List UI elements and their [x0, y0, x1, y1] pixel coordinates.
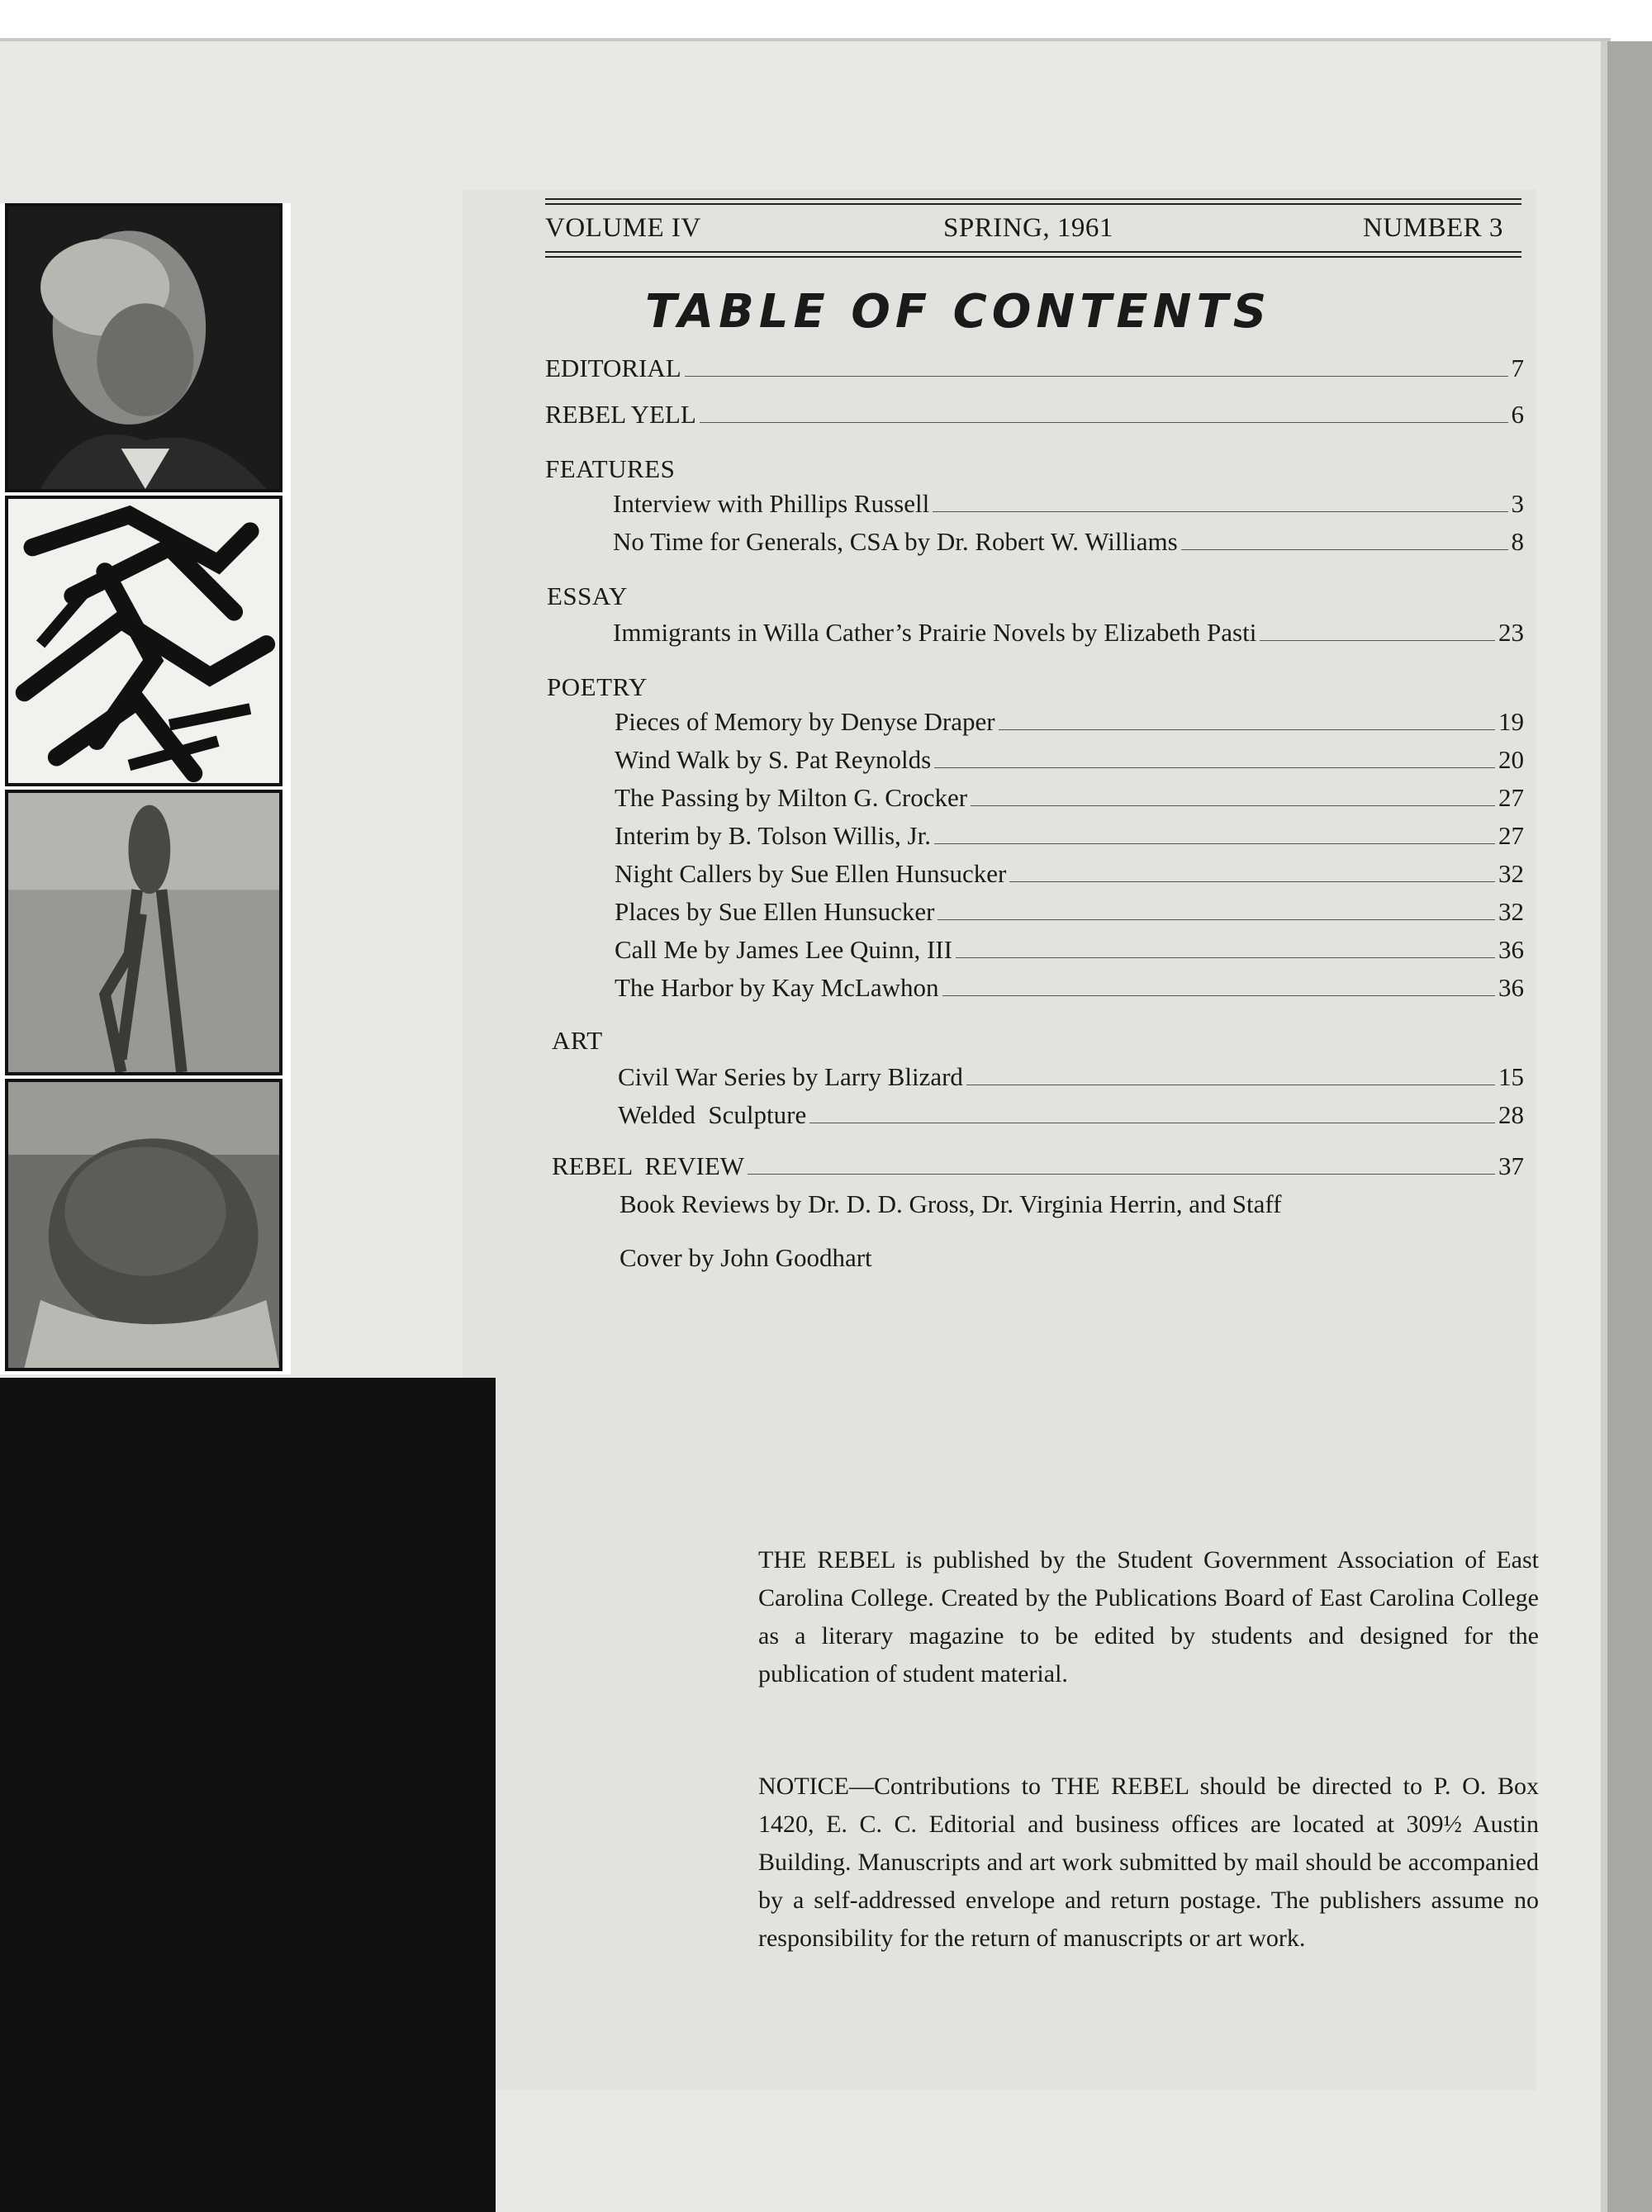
publisher-statement — [758, 1541, 1539, 1693]
toc-entry-editorial — [545, 354, 1524, 387]
leader-line — [942, 995, 1495, 996]
photo-strip — [0, 203, 291, 1374]
toc-entry — [615, 821, 1524, 854]
soldier-helmet-photo — [5, 1079, 282, 1371]
black-design-block — [0, 1378, 496, 2212]
leader-line — [748, 1174, 1495, 1175]
toc-entry — [615, 859, 1524, 892]
toc-entry-title: Call Me by James Lee Quinn, III — [615, 935, 952, 964]
rebel-review-subtitle: Book Reviews by Dr. D. D. Gross, Dr. Virginia Herrin, and Staff — [620, 1189, 1282, 1218]
toc-entry-title: Pieces of Memory by Denyse Draper — [615, 707, 995, 736]
leader-line — [1009, 881, 1495, 882]
leader-line — [956, 957, 1495, 958]
cover-credit: Cover by John Goodhart — [620, 1243, 872, 1272]
leader-line — [934, 843, 1495, 844]
header-rule-bottom — [545, 251, 1521, 253]
toc-entry-title: Immigrants in Willa Cather’s Prairie Novels by Elizabeth Pasti — [613, 618, 1257, 647]
welded-sculpture-photo — [5, 790, 282, 1075]
leader-line — [933, 511, 1507, 512]
toc-entry — [615, 973, 1524, 1006]
toc-entry-title: The Harbor by Kay McLawhon — [615, 973, 939, 1002]
toc-entry — [615, 783, 1524, 816]
toc-entry-page: 19 — [1498, 707, 1524, 736]
toc-entry-page: 20 — [1498, 745, 1524, 774]
season-label: SPRING, 1961 — [943, 213, 1113, 243]
toc-entry-title: Night Callers by Sue Ellen Hunsucker — [615, 859, 1007, 888]
section-heading-features: FEATURES — [545, 454, 676, 483]
volume-label: VOLUME IV — [545, 213, 701, 243]
toc-entry-title: The Passing by Milton G. Crocker — [615, 783, 968, 812]
toc-entry-page: 23 — [1498, 618, 1524, 647]
leader-line — [1181, 549, 1508, 550]
toc-entry — [613, 527, 1524, 560]
section-heading-essay: ESSAY — [547, 581, 628, 610]
toc-entry-title: EDITORIAL — [545, 354, 681, 382]
toc-entry-page: 27 — [1498, 783, 1524, 812]
toc-entry-page: 15 — [1498, 1062, 1524, 1091]
page-right-edge — [1607, 41, 1652, 2212]
leader-line — [938, 919, 1495, 920]
toc-entry-title: Interim by B. Tolson Willis, Jr. — [615, 821, 931, 850]
leader-line — [934, 767, 1495, 768]
section-heading-poetry: POETRY — [547, 672, 648, 701]
leader-line — [971, 805, 1495, 806]
publisher-statement-text: THE REBEL is published by the Student Government Association of East Carolina College. Created by the Publications Board of East Carolina College as a literary magazine to be edited by students and designed for the publication of student material. — [758, 1546, 1539, 1687]
portrait-photo — [5, 203, 282, 492]
toc-entry — [615, 897, 1524, 930]
ink-drawing — [5, 496, 282, 786]
toc-entry — [613, 489, 1524, 522]
toc-entry-title: Civil War Series by Larry Blizard — [618, 1062, 963, 1091]
header-rule-top-2 — [545, 203, 1521, 205]
submission-notice-text: NOTICE—Contributions to THE REBEL should be directed to P. O. Box 1420, E. C. C. Editorial and business offices are located at 309½ Austin Building. Manuscripts and art work submitted by mail should be accompanied by a self-addressed envelope and return postage. The publishers assume no responsibility for the return of manuscripts or art work. — [758, 1773, 1539, 1952]
toc-entry-rebel-yell — [545, 400, 1524, 433]
leader-line — [1260, 640, 1495, 641]
leader-line — [685, 376, 1508, 377]
toc-entry-page: 32 — [1498, 859, 1524, 888]
header-rule-bottom-2 — [545, 256, 1521, 258]
toc-entry-title: Welded Sculpture — [618, 1100, 807, 1129]
toc-entry — [618, 1062, 1524, 1095]
toc-entry-title: Places by Sue Ellen Hunsucker — [615, 897, 935, 926]
toc-entry-title: Wind Walk by S. Pat Reynolds — [615, 745, 932, 774]
toc-entry-page: 7 — [1511, 354, 1524, 382]
leader-line — [700, 422, 1508, 423]
toc-entry — [618, 1100, 1524, 1133]
toc-entry-title: REBEL YELL — [545, 400, 696, 429]
toc-entry — [613, 618, 1524, 651]
toc-entry — [615, 707, 1524, 740]
toc-entry-page: 36 — [1498, 973, 1524, 1002]
toc-entry-title: REBEL REVIEW — [552, 1151, 745, 1180]
toc-entry-page: 8 — [1511, 527, 1524, 556]
header-rule-top — [545, 198, 1521, 200]
toc-entry-page: 37 — [1498, 1151, 1524, 1180]
toc-entry-page: 32 — [1498, 897, 1524, 926]
issue-number-label: NUMBER 3 — [1363, 213, 1503, 243]
toc-entry-title: No Time for Generals, CSA by Dr. Robert W. Williams — [613, 527, 1178, 556]
submission-notice — [758, 1768, 1539, 1958]
toc-entry-page: 3 — [1511, 489, 1524, 518]
toc-entry — [615, 745, 1524, 778]
toc-entry-title: Interview with Phillips Russell — [613, 489, 930, 518]
toc-entry-page: 6 — [1511, 400, 1524, 429]
toc-entry-page: 27 — [1498, 821, 1524, 850]
toc-entry-page: 28 — [1498, 1100, 1524, 1129]
section-heading-art: ART — [552, 1026, 603, 1055]
page-title: TABLE OF CONTENTS — [644, 285, 1272, 339]
toc-entry — [615, 935, 1524, 968]
toc-entry-page: 36 — [1498, 935, 1524, 964]
leader-line — [999, 729, 1495, 730]
toc-entry-rebel-review — [552, 1151, 1524, 1184]
